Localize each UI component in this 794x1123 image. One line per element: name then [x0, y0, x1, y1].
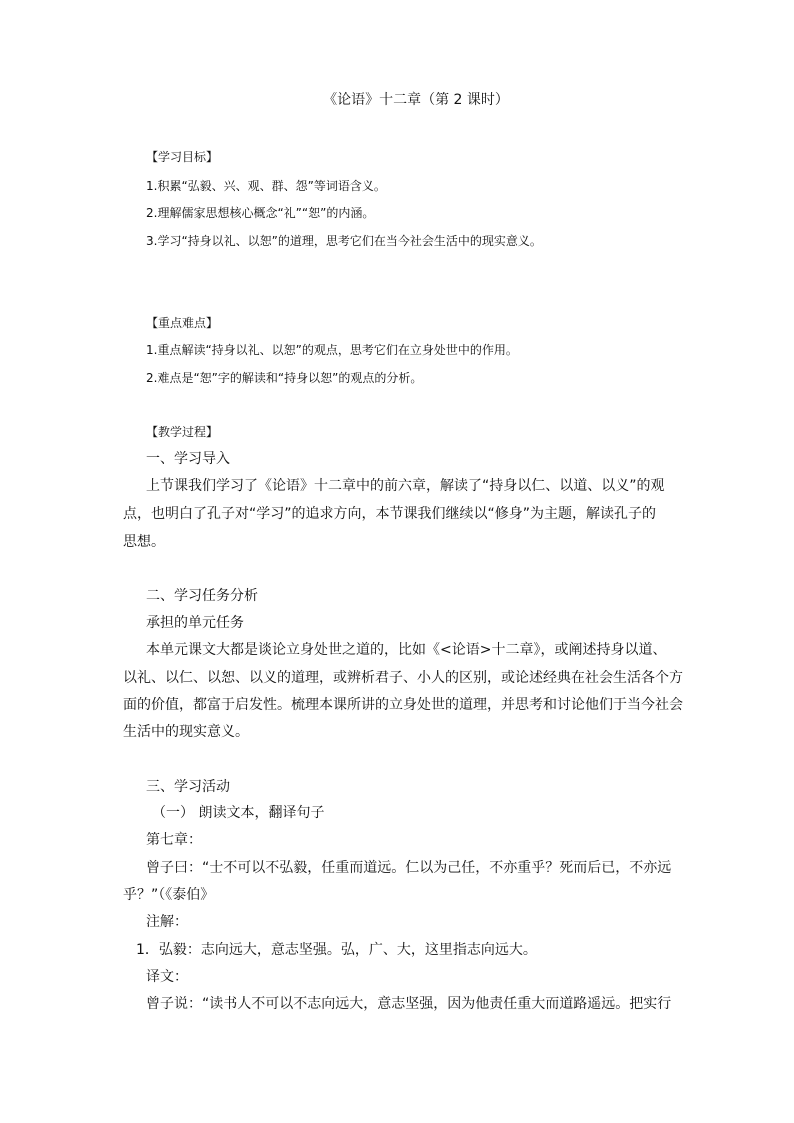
- intro-line-1: 上节课我们学习了《论语》十二章中的前六章，解读了“持身以仁、以道、以义”的观: [146, 478, 665, 494]
- process-heading: 【教学过程】: [146, 425, 219, 439]
- objective-item-3: 3.学习“持身以礼、以恕”的道理，思考它们在当今社会生活中的现实意义。: [146, 234, 542, 248]
- document-title: 《论语》十二章（第 2 课时）: [323, 92, 509, 108]
- intro-line-3: 思想。: [123, 534, 165, 550]
- quote-line-1: 曾子曰：“士不可以不弘毅，任重而道远。仁以为己任，不亦重乎？死而后已，不亦远: [146, 860, 672, 876]
- objective-item-2: 2.理解儒家思想核心概念“礼”“恕”的内涵。: [146, 206, 375, 220]
- task-line-1: 本单元课文大都是谈论立身处世之道的，比如《<论语>十二章》，或阐述持身以道、: [146, 642, 667, 658]
- task-line-2: 以礼、以仁、以恕、以义的道理，或辨析君子、小人的区别，或论述经典在社会生活各个方: [123, 670, 683, 686]
- translation-label: 译文：: [146, 969, 188, 985]
- objective-item-1: 1.积累“弘毅、兴、观、群、怨”等词语含义。: [146, 179, 386, 193]
- key-point-item-1: 1.重点解读“持身以礼、以恕”的观点，思考它们在立身处世中的作用。: [146, 343, 518, 357]
- task-heading: 二、学习任务分析: [146, 588, 258, 604]
- intro-heading: 一、学习导入: [146, 451, 230, 467]
- key-point-item-2: 2.难点是“恕”字的解读和“持身以恕”的观点的分析。: [146, 371, 423, 385]
- task-subheading: 承担的单元任务: [146, 615, 244, 631]
- note-label: 注解：: [146, 914, 188, 930]
- chapter-label: 第七章：: [146, 832, 202, 848]
- activity-heading: 三、学习活动: [146, 779, 230, 795]
- intro-line-2: 点，也明白了孔子对“学习”的追求方向，本节课我们继续以“修身”为主题，解读孔子的: [123, 506, 657, 522]
- translation-line: 曾子说：“读书人不可以不志向远大，意志坚强，因为他责任重大而道路遥远。把实行: [146, 996, 672, 1012]
- quote-line-2: 乎？”（《泰伯》: [123, 887, 215, 903]
- task-line-4: 生活中的现实意义。: [123, 724, 249, 740]
- key-points-heading: 【重点难点】: [146, 316, 219, 330]
- task-line-3: 面的价值，都富于启发性。梳理本课所讲的立身处世的道理，并思考和讨论他们于当今社会: [123, 697, 683, 713]
- objectives-heading: 【学习目标】: [146, 150, 219, 164]
- note-item: 1．弘毅：志向远大，意志坚强。弘，广、大，这里指志向远大。: [136, 942, 537, 958]
- activity-subheading: （一） 朗读文本，翻译句子: [152, 805, 325, 821]
